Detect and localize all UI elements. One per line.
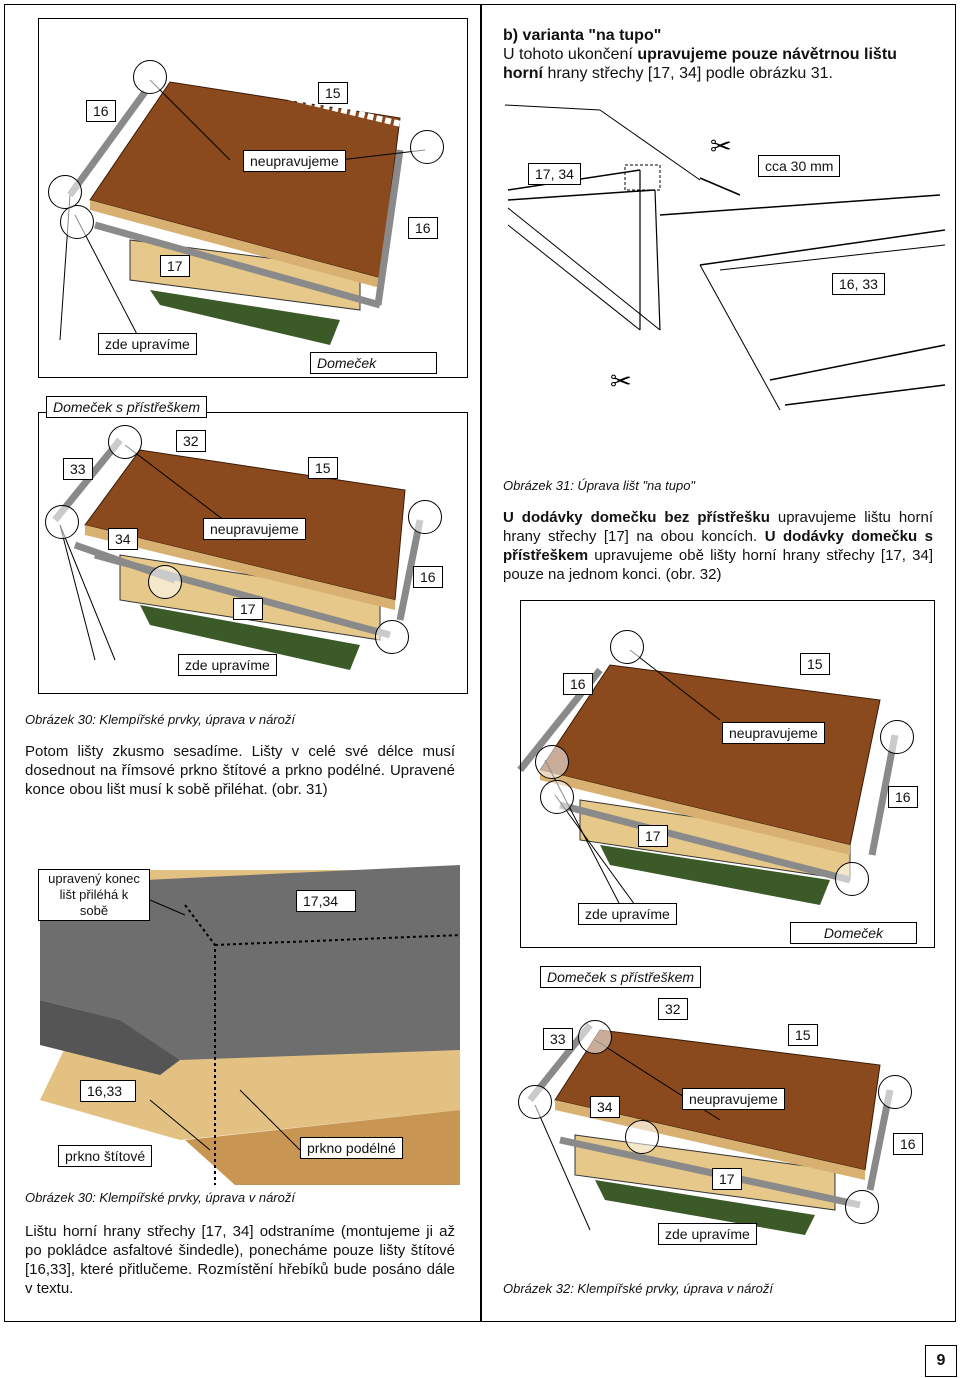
para-bold-2: U dodávky domečku s přístřeškem [503, 528, 934, 564]
callout-circle [133, 60, 167, 94]
para-text-1: upravujeme lištu horní hrany střechy [17] na obou koncích. [503, 509, 934, 545]
label-17-34: 17, 34 [528, 163, 581, 185]
figure-domecek-pristresek [38, 412, 468, 694]
caption-obr31: Obrázek 31: Úprava lišt "na tupo" [503, 478, 696, 493]
label-34: 34 [108, 528, 138, 550]
label-34: 34 [590, 1096, 620, 1118]
label-cca-30mm: cca 30 mm [758, 155, 840, 177]
label-16-side: 16 [408, 217, 438, 239]
page-number: 9 [925, 1345, 957, 1377]
paragraph-dodavky [503, 508, 933, 584]
label-domecek: Domeček [310, 352, 437, 374]
label-33: 33 [63, 458, 93, 480]
label-neupravujeme: neupravujeme [722, 722, 825, 744]
label-neupravujeme: neupravujeme [203, 518, 306, 540]
label-upraveny-konec: upravený konec lišt přiléhá k sobě [38, 869, 150, 921]
label-17: 17 [638, 825, 668, 847]
label-16: 16 [86, 100, 116, 122]
label-neupravujeme: neupravujeme [682, 1088, 785, 1110]
callout-circle [60, 205, 94, 239]
svg-text:✂: ✂ [710, 132, 732, 162]
caption-obr30-photo: Obrázek 30: Klempířské prvky, úprava v nároží [25, 1190, 295, 1205]
intro-text: U tohoto ukončení [503, 46, 638, 63]
label-17: 17 [160, 255, 190, 277]
label-prkno-podelne: prkno podélné [300, 1137, 403, 1159]
callout-circle [518, 1085, 552, 1119]
label-zde-upravime: zde upravíme [658, 1223, 757, 1245]
caption-obr32: Obrázek 32: Klempířské prvky, úprava v nároží [503, 1281, 773, 1296]
callout-circle [845, 1190, 879, 1224]
label-zde-upravime: zde upravíme [98, 333, 197, 355]
label-17: 17 [712, 1168, 742, 1190]
callout-circle [410, 130, 444, 164]
label-16: 16 [413, 566, 443, 588]
callout-circle [578, 1020, 612, 1054]
label-15: 15 [308, 457, 338, 479]
label-15: 15 [318, 82, 348, 104]
intro-text-end: hrany střechy [17, 34] podle obrázku 31. [543, 65, 833, 82]
label-zde-upravime: zde upravíme [178, 654, 277, 676]
label-17: 17 [233, 598, 263, 620]
label-15: 15 [788, 1024, 818, 1046]
paragraph-listu: Lištu horní hrany střechy [17, 34] odstraníme (montujeme ji až po pokládce asfaltové šindedle), ponecháme pouze lišty štítové [16,33], které přitlučeme. Rozmístění hřebíků bude posáno dále v textu. [25, 1223, 455, 1297]
label-32: 32 [658, 998, 688, 1020]
para-bold-1: U dodávky domečku bez přístřešku [503, 509, 770, 526]
label-17-34: 17,34 [296, 890, 356, 912]
label-33: 33 [543, 1028, 573, 1050]
figure-right-domecek [520, 600, 935, 948]
label-neupravujeme: neupravujeme [243, 150, 346, 172]
label-16-side: 16 [888, 786, 918, 808]
label-prkno-stitove: prkno štítové [58, 1145, 152, 1167]
paragraph-sesadime: Potom lišty zkusmo sesadíme. Lišty v celé své délce musí dosednout na římsové prkno štítové a prkno podélné. Upravené konce obou lišt musí k sobě přiléhat. (obr. 31) [25, 743, 455, 798]
callout-circle [878, 1075, 912, 1109]
title-domecek-pristresek: Domeček s přístřeškem [540, 966, 701, 988]
label-32: 32 [176, 430, 206, 452]
label-domecek: Domeček [790, 922, 917, 944]
label-zde-upravime: zde upravíme [578, 903, 677, 925]
para-text-2: upravujeme obě lišty horní hrany střechy [17, 34] pouze na jednom konci. (obr. 32) [503, 547, 933, 583]
label-15: 15 [800, 653, 830, 675]
label-16-33: 16, 33 [832, 273, 885, 295]
callout-circle [48, 175, 82, 209]
label-16: 16 [563, 673, 593, 695]
caption-obr30: Obrázek 30: Klempířské prvky, úprava v nároží [25, 712, 295, 727]
label-16: 16 [893, 1133, 923, 1155]
intro-paragraph [503, 45, 933, 83]
intro-bold: upravujeme pouze návětrnou lištu horní [503, 46, 897, 82]
svg-text:✂: ✂ [610, 367, 632, 397]
section-heading: b) varianta "na tupo" [503, 27, 662, 44]
label-16-33: 16,33 [80, 1080, 136, 1102]
callout-circle [625, 1120, 659, 1154]
title-domecek-pristresek: Domeček s přístřeškem [46, 396, 207, 418]
